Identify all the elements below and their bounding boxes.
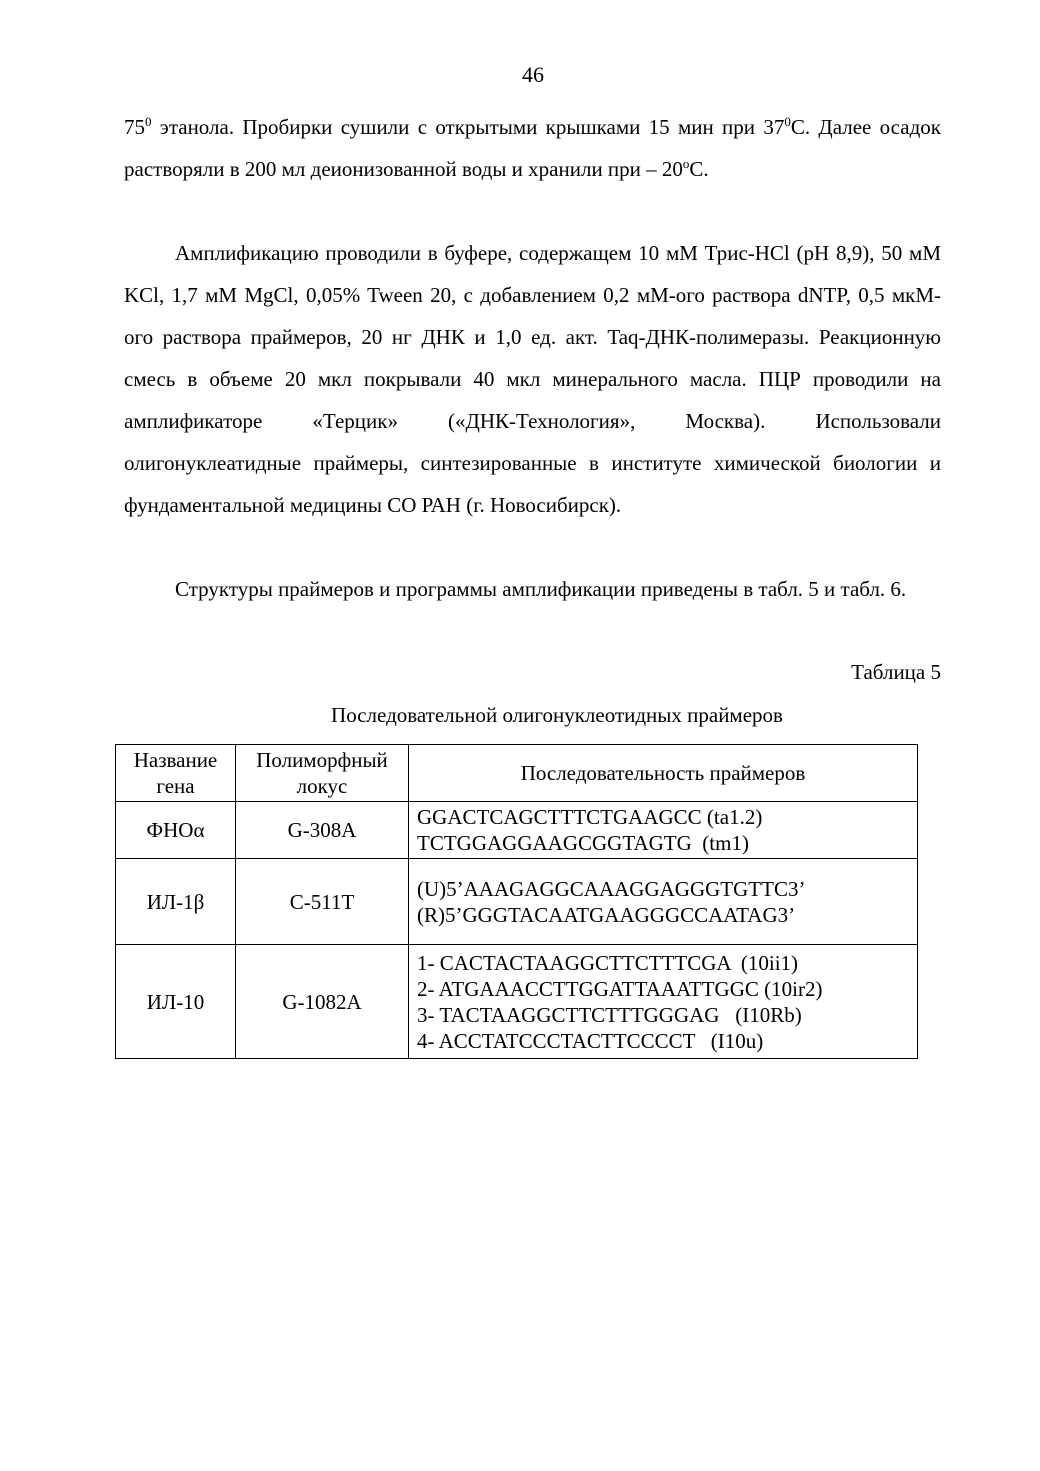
- table-row: [116, 802, 918, 859]
- sequence-cell: [409, 802, 918, 859]
- sequence-cell: [409, 945, 918, 1059]
- header-polymorphic-locus: Полиморфный локус: [236, 745, 409, 802]
- table-title: Последовательной олигонуклеотидных праймеров: [331, 703, 783, 727]
- paragraph-text: С.: [689, 157, 709, 181]
- primer-sequence: (R)5’GGGTACAATGAAGGGCCAATAG3’: [417, 902, 796, 927]
- locus-cell: G-1082A: [236, 945, 409, 1059]
- paragraph-ethanol-drying: [124, 106, 941, 190]
- primers-table: [115, 744, 918, 1059]
- sequence-cell: [409, 859, 918, 945]
- header-primer-sequence: Последовательность праймеров: [409, 745, 918, 802]
- table-row: [116, 859, 918, 945]
- gene-name-cell: ИЛ-10: [116, 945, 236, 1059]
- primer-sequence: 1- CACTACTAAGGCTTCTTTCGA (10ii1): [417, 950, 799, 975]
- paragraph-primer-structures: Структуры праймеров и программы амплификации приведены в табл. 5 и табл. 6.: [175, 577, 907, 601]
- locus-cell: G-308A: [236, 802, 409, 859]
- gene-name-cell: ИЛ-1β: [116, 859, 236, 945]
- paragraph-text: этанола. Пробирки сушили с открытыми крышками 15 мин при 37: [151, 115, 785, 139]
- header-gene-name: Название гена: [116, 745, 236, 802]
- superscript: 0: [784, 114, 791, 129]
- table-label: Таблица 5: [851, 660, 941, 684]
- primer-sequence: TCTGGAGGAAGCGGTAGTG (tm1): [417, 831, 749, 855]
- locus-cell: C-511T: [236, 859, 409, 945]
- superscript: 0: [145, 114, 152, 129]
- primer-sequence: (U)5’AAAGAGGCAAAGGAGGGTGTTC3’: [417, 876, 806, 901]
- table-header-row: [116, 745, 918, 802]
- primer-sequence: 2- ATGAAACCTTGGATTAAATTGGC (10ir2): [417, 976, 823, 1001]
- primer-sequence: GGACTCAGCTTTCTGAAGCC (ta1.2): [417, 805, 763, 829]
- table-row: [116, 945, 918, 1059]
- paragraph-text: 75: [124, 115, 145, 139]
- gene-name-cell: ФНОα: [116, 802, 236, 859]
- primer-sequence: 4- ACCTATCCCTACTTCCCCT (I10u): [417, 1028, 764, 1053]
- paragraph-text: С. Далее осадок растворяли в 200 мл деионизованной воды и хранили при – 20: [124, 115, 941, 181]
- primer-sequence: 3- TACTAAGGCTTCTTTGGGAG (I10Rb): [417, 1002, 802, 1027]
- paragraph-amplification: Амплификацию проводили в буфере, содержащем 10 мМ Трис-HCl (pH 8,9), 50 мМ KCl, 1,7 мМ MgCl, 0,05% Tween 20, с добавлением 0,2 мМ-ого раствора dNTP, 0,5 мкМ-ого раствора праймеров, 20 нг ДНК и 1,0 ед. акт. Taq-ДНК-полимеразы. Реакционную смесь в объеме 20 мкл покрывали 40 мкл минерального масла. ПЦР проводили на амплификаторе «Терцик» («ДНК-Технология», Москва). Использовали олигонуклеатидные праймеры, синтезированные в институте химической биологии и фундаментальной медицины СО РАН (г. Новосибирск).: [124, 241, 941, 517]
- page-number: 46: [522, 62, 544, 87]
- superscript: о: [682, 156, 690, 171]
